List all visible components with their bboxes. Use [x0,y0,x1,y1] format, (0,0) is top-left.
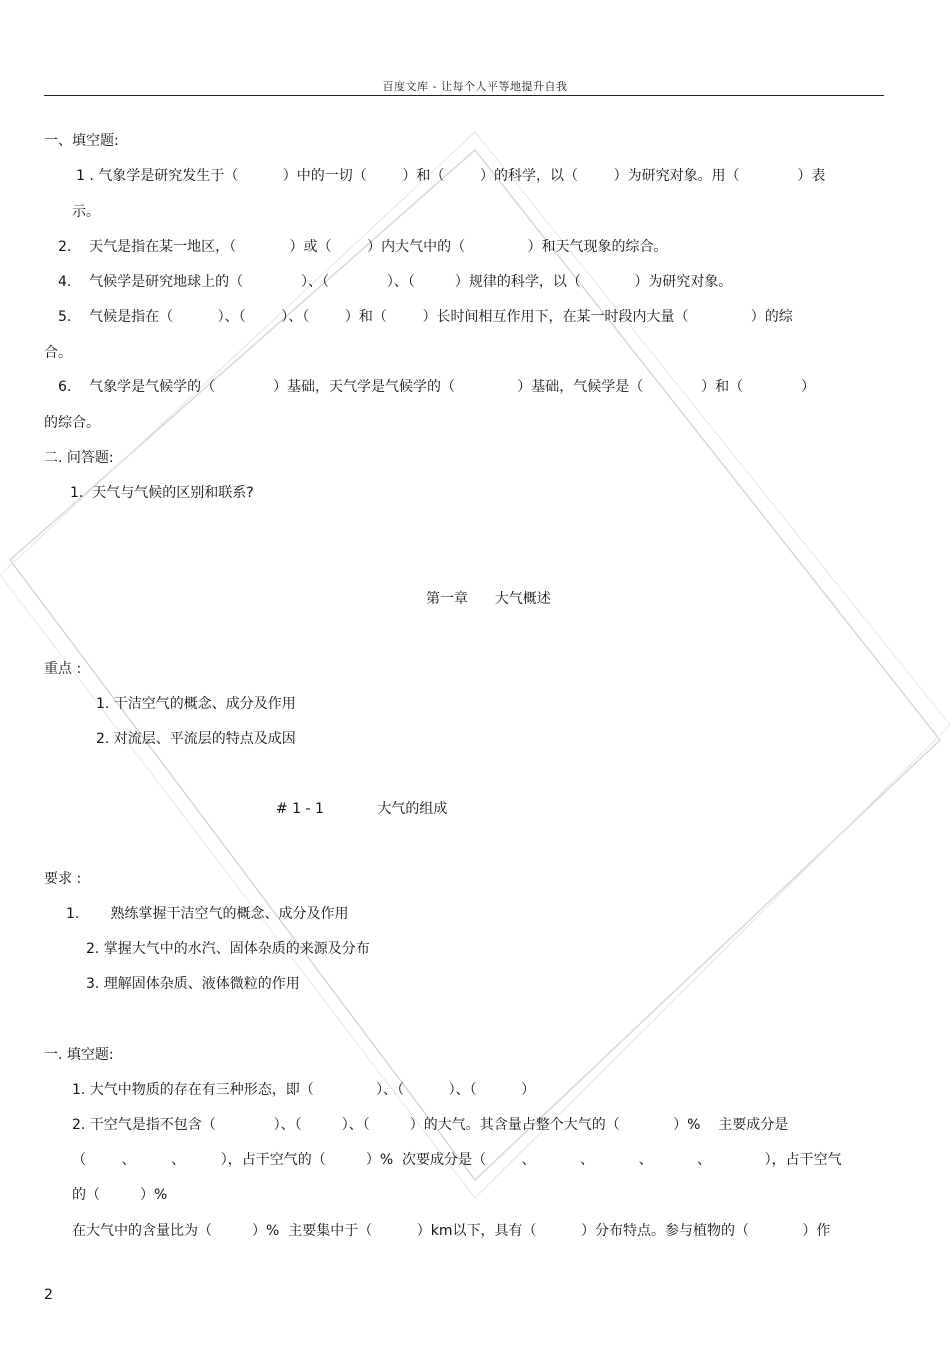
requirements-label: 要求 : [44,871,82,887]
requirement-item: 2. 掌握大气中的水汽、固体杂质的来源及分布 [86,941,370,957]
question-2: 2. 天气是指在某一地区，（ ）或（ ）内大气中的（ ）和天气现象的综合。 [58,239,668,255]
requirement-item: 1. 熟练掌握干洁空气的概念、成分及作用 [66,906,349,922]
fill-question-2-line-3: 的（ ）% [72,1187,168,1203]
question-6-line-2: 的综合。 [44,415,100,431]
header-rule [44,95,884,96]
key-point-item: 1. 干洁空气的概念、成分及作用 [96,696,296,712]
key-point-item: 2. 对流层、平流层的特点及成因 [96,731,296,747]
page-header: 百度文库 - 让每个人平等地提升自我 [382,80,568,93]
subsection-title: # 1 - 1 大气的组成 [276,801,448,817]
fill-question-2-line-1: 2. 干空气是指不包含（ ）、（ ）、（ ）的大气。其含量占整个大气的（ ）% 主要成分是 [72,1117,789,1133]
question-5-line-1: 5. 气候是指在（ ）、（ ）、（ ）和（ ）长时间相互作用下，在某一时段内大量（ ）的综 [58,309,793,325]
section-title-qa: 二. 问答题: [44,450,114,466]
question-6-line-1: 6. 气象学是气候学的（ ）基础，天气学是气候学的（ ）基础，气候学是（ ）和（ ） [58,379,816,395]
key-points-label: 重点 : [44,661,82,677]
fill-question-3-line-1: 在大气中的含量比为（ ）% 主要集中于（ ）km以下，具有（ ）分布特点。参与植物的（ ）作 [72,1223,831,1239]
question-1-line-1: 1 . 气象学是研究发生于（ ）中的一切（ ）和（ ）的科学，以（ ）为研究对象。用（ ）表 [76,168,826,184]
question-4: 4. 气候学是研究地球上的（ ）、（ ）、（ ）规律的科学，以（ ）为研究对象。 [58,274,733,290]
fill-section-title: 一. 填空题: [44,1047,114,1063]
fill-question-1: 1. 大气中物质的存在有三种形态，即（ ）、（ ）、（ ） [72,1082,536,1098]
chapter-title: 第一章 大气概述 [426,591,551,607]
question-5-line-2: 合。 [44,345,72,361]
question-1-line-2: 示。 [72,204,100,220]
requirement-item: 3. 理解固体杂质、液体微粒的作用 [86,976,300,992]
qa-question-1: 1. 天气与气候的区别和联系? [70,485,254,501]
section-title-fill-blanks: 一、填空题: [44,133,119,149]
fill-question-2-line-2: （ 、 、 ），占干空气的（ ）% 次要成分是（ 、 、 、 、 ），占干空气 [72,1152,842,1168]
page-number: 2 [44,1287,53,1303]
